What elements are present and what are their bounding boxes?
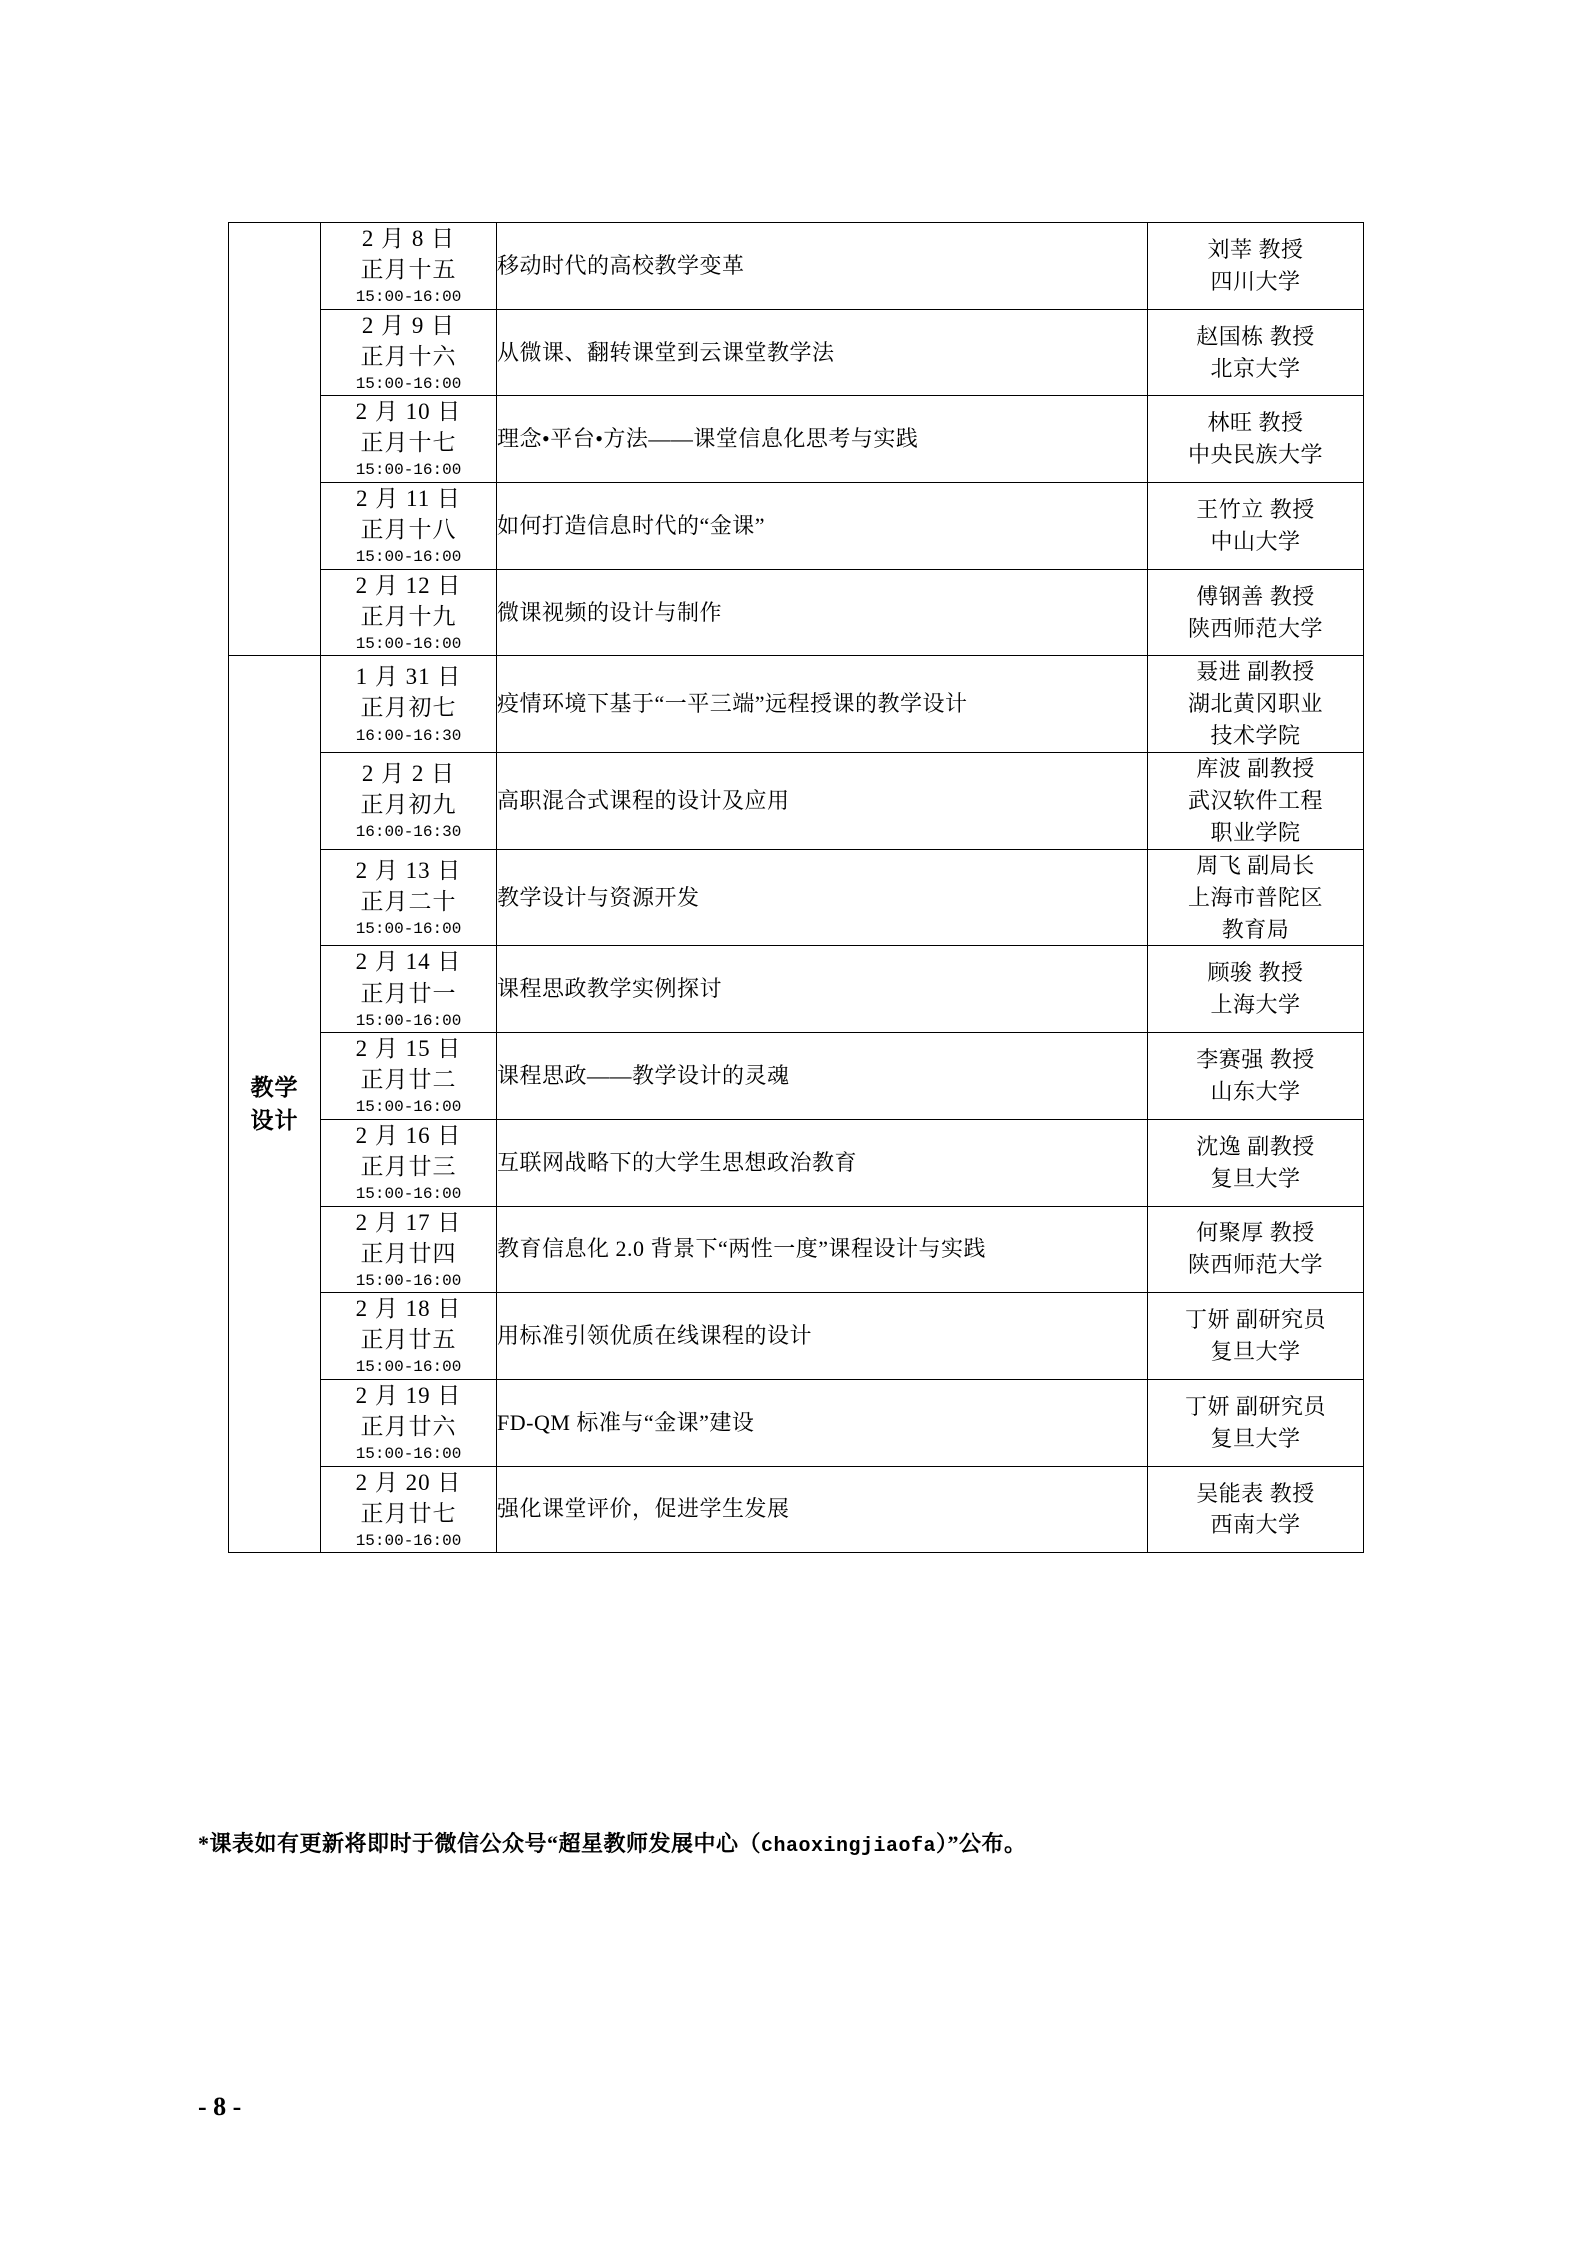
speaker-cell: [1148, 223, 1364, 310]
speaker-line: 武汉软件工程: [1187, 788, 1323, 813]
topic-cell: 教育信息化 2.0 背景下“两性一度”课程设计与实践: [497, 1206, 1148, 1293]
topic-cell: FD-QM 标准与“金课”建设: [497, 1379, 1148, 1466]
date-cell: [321, 1379, 497, 1466]
table-row: [229, 946, 1364, 1033]
speaker-line: 陕西师范大学: [1187, 1252, 1323, 1278]
topic-cell: 理念•平台•方法——课堂信息化思考与实践: [497, 396, 1148, 483]
course-schedule-table: [228, 222, 1363, 1553]
date-lunar: 正月廿三: [360, 1153, 457, 1179]
date-solar: 2 月 9 日: [361, 312, 456, 338]
table-row: [229, 753, 1364, 850]
session-time: 15:00-16:00: [355, 374, 462, 393]
date-lunar: 正月十五: [360, 257, 457, 283]
date-solar: 1 月 31 日: [355, 664, 462, 690]
session-time: 15:00-16:00: [355, 1011, 462, 1030]
category-line: 教学: [250, 1074, 299, 1100]
session-time: 15:00-16:00: [355, 1098, 462, 1117]
category-cell: [229, 223, 321, 656]
footnote-account-id: chaoxingjiaofa: [761, 1835, 937, 1858]
date-solar: 2 月 12 日: [355, 572, 462, 598]
date-cell: [321, 1206, 497, 1293]
speaker-line: 林旺 教授: [1207, 410, 1304, 436]
date-solar: 2 月 2 日: [361, 761, 456, 787]
date-lunar: 正月十九: [360, 603, 457, 629]
session-time: 15:00-16:00: [355, 1184, 462, 1203]
speaker-line: 沈逸 副教授: [1196, 1133, 1315, 1159]
table-row: [229, 483, 1364, 570]
session-time: 16:00-16:30: [355, 726, 462, 745]
speaker-cell: [1148, 946, 1364, 1033]
session-time: 15:00-16:00: [355, 634, 462, 653]
date-solar: 2 月 14 日: [355, 949, 462, 975]
table-row: [229, 1206, 1364, 1293]
date-lunar: 正月十七: [360, 430, 457, 456]
session-time: 16:00-16:30: [355, 823, 462, 842]
page-number: - 8 -: [198, 2092, 242, 2121]
speaker-cell: [1148, 1466, 1364, 1553]
speaker-line: 王竹立 教授: [1196, 497, 1315, 523]
speaker-line: 职业学院: [1210, 819, 1301, 845]
speaker-line: 傅钢善 教授: [1196, 583, 1315, 609]
speaker-line: 上海市普陀区: [1187, 884, 1323, 910]
date-solar: 2 月 8 日: [361, 226, 456, 251]
table-row: [229, 1033, 1364, 1120]
speaker-line: 陕西师范大学: [1187, 615, 1323, 641]
speaker-line: 中山大学: [1210, 528, 1301, 554]
table-row: [229, 223, 1364, 310]
date-lunar: 正月廿二: [360, 1067, 457, 1093]
speaker-line: 丁妍 副研究员: [1184, 1393, 1326, 1419]
speaker-line: 复旦大学: [1210, 1165, 1301, 1191]
topic-cell: 从微课、翻转课堂到云课堂教学法: [497, 309, 1148, 396]
schedule-table: [228, 222, 1364, 1553]
date-lunar: 正月廿六: [360, 1413, 457, 1439]
date-lunar: 正月二十: [360, 888, 457, 914]
date-cell: [321, 946, 497, 1033]
date-cell: [321, 223, 497, 310]
session-time: 15:00-16:00: [355, 1531, 462, 1550]
speaker-cell: [1148, 1033, 1364, 1120]
date-cell: [321, 1119, 497, 1206]
speaker-line: 四川大学: [1210, 268, 1301, 294]
date-cell: [321, 849, 497, 946]
speaker-line: 顾骏 教授: [1207, 960, 1304, 986]
category-cell: [229, 656, 321, 1553]
speaker-line: 北京大学: [1210, 355, 1301, 381]
session-time: 15:00-16:00: [355, 548, 462, 567]
topic-cell: 强化课堂评价，促进学生发展: [497, 1466, 1148, 1553]
table-row: [229, 849, 1364, 946]
date-lunar: 正月十六: [360, 343, 457, 369]
speaker-line: 李赛强 教授: [1196, 1047, 1315, 1073]
speaker-line: 中央民族大学: [1187, 442, 1323, 468]
date-cell: [321, 1033, 497, 1120]
table-row: [229, 1466, 1364, 1553]
date-lunar: 正月廿七: [360, 1500, 457, 1526]
speaker-line: 聂进 副教授: [1196, 659, 1315, 685]
speaker-cell: [1148, 656, 1364, 753]
date-solar: 2 月 20 日: [355, 1469, 462, 1495]
date-cell: [321, 656, 497, 753]
speaker-cell: [1148, 1293, 1364, 1380]
date-cell: [321, 1466, 497, 1553]
topic-cell: 移动时代的高校教学变革: [497, 223, 1148, 310]
date-solar: 2 月 19 日: [355, 1382, 462, 1408]
date-cell: [321, 309, 497, 396]
topic-cell: 如何打造信息时代的“金课”: [497, 483, 1148, 570]
topic-cell: 教学设计与资源开发: [497, 849, 1148, 946]
date-solar: 2 月 13 日: [355, 857, 462, 883]
date-lunar: 正月廿四: [360, 1240, 457, 1266]
date-lunar: 正月初七: [360, 695, 457, 721]
topic-cell: 课程思政——教学设计的灵魂: [497, 1033, 1148, 1120]
session-time: 15:00-16:00: [355, 1271, 462, 1290]
date-lunar: 正月廿五: [360, 1327, 457, 1353]
speaker-cell: [1148, 309, 1364, 396]
speaker-line: 库波 副教授: [1196, 756, 1315, 782]
speaker-line: 周飞 副局长: [1196, 852, 1315, 878]
footnote-prefix: *课表如有更新将即时于微信公众号“超星教师发展中心（: [198, 1831, 762, 1856]
topic-cell: 疫情环境下基于“一平三端”远程授课的教学设计: [497, 656, 1148, 753]
date-lunar: 正月十八: [360, 517, 457, 543]
session-time: 15:00-16:00: [355, 1444, 462, 1463]
speaker-line: 湖北黄冈职业: [1187, 691, 1323, 717]
speaker-line: 复旦大学: [1210, 1425, 1301, 1451]
speaker-line: 教育局: [1221, 916, 1290, 942]
date-cell: [321, 569, 497, 656]
date-solar: 2 月 18 日: [355, 1296, 462, 1322]
date-solar: 2 月 15 日: [355, 1036, 462, 1062]
date-solar: 2 月 16 日: [355, 1122, 462, 1148]
speaker-cell: [1148, 1379, 1364, 1466]
speaker-cell: [1148, 753, 1364, 850]
date-cell: [321, 753, 497, 850]
speaker-cell: [1148, 1206, 1364, 1293]
date-solar: 2 月 10 日: [355, 399, 462, 425]
date-cell: [321, 483, 497, 570]
topic-cell: 高职混合式课程的设计及应用: [497, 753, 1148, 850]
date-lunar: 正月初九: [360, 792, 457, 818]
session-time: 15:00-16:00: [355, 1358, 462, 1377]
speaker-line: 何聚厚 教授: [1196, 1220, 1315, 1246]
speaker-cell: [1148, 569, 1364, 656]
speaker-line: 复旦大学: [1210, 1339, 1301, 1365]
speaker-line: 山东大学: [1210, 1078, 1301, 1104]
speaker-line: 上海大学: [1210, 992, 1301, 1018]
session-time: 15:00-16:00: [355, 461, 462, 480]
table-row: [229, 656, 1364, 753]
topic-cell: 课程思政教学实例探讨: [497, 946, 1148, 1033]
date-cell: [321, 1293, 497, 1380]
speaker-line: 刘莘 教授: [1207, 236, 1304, 262]
speaker-cell: [1148, 483, 1364, 570]
topic-cell: 用标准引领优质在线课程的设计: [497, 1293, 1148, 1380]
speaker-cell: [1148, 1119, 1364, 1206]
speaker-line: 丁妍 副研究员: [1184, 1307, 1326, 1333]
table-row: [229, 309, 1364, 396]
table-row: [229, 569, 1364, 656]
footnote-suffix: ）”公布。: [936, 1831, 1027, 1856]
table-row: [229, 396, 1364, 483]
speaker-cell: [1148, 849, 1364, 946]
table-row: [229, 1379, 1364, 1466]
date-solar: 2 月 11 日: [356, 486, 461, 512]
date-lunar: 正月廿一: [360, 980, 457, 1006]
speaker-line: 技术学院: [1210, 723, 1301, 749]
topic-cell: 互联网战略下的大学生思想政治教育: [497, 1119, 1148, 1206]
speaker-line: 西南大学: [1210, 1512, 1301, 1538]
date-solar: 2 月 17 日: [355, 1209, 462, 1235]
speaker-line: 吴能表 教授: [1196, 1480, 1315, 1506]
table-row: [229, 1293, 1364, 1380]
session-time: 15:00-16:00: [355, 919, 462, 938]
topic-cell: 微课视频的设计与制作: [497, 569, 1148, 656]
speaker-cell: [1148, 396, 1364, 483]
date-cell: [321, 396, 497, 483]
session-time: 15:00-16:00: [355, 288, 462, 307]
category-line: 设计: [250, 1107, 299, 1134]
speaker-line: 赵国栋 教授: [1196, 323, 1315, 349]
table-row: [229, 1119, 1364, 1206]
footnote: [198, 1827, 1398, 1858]
